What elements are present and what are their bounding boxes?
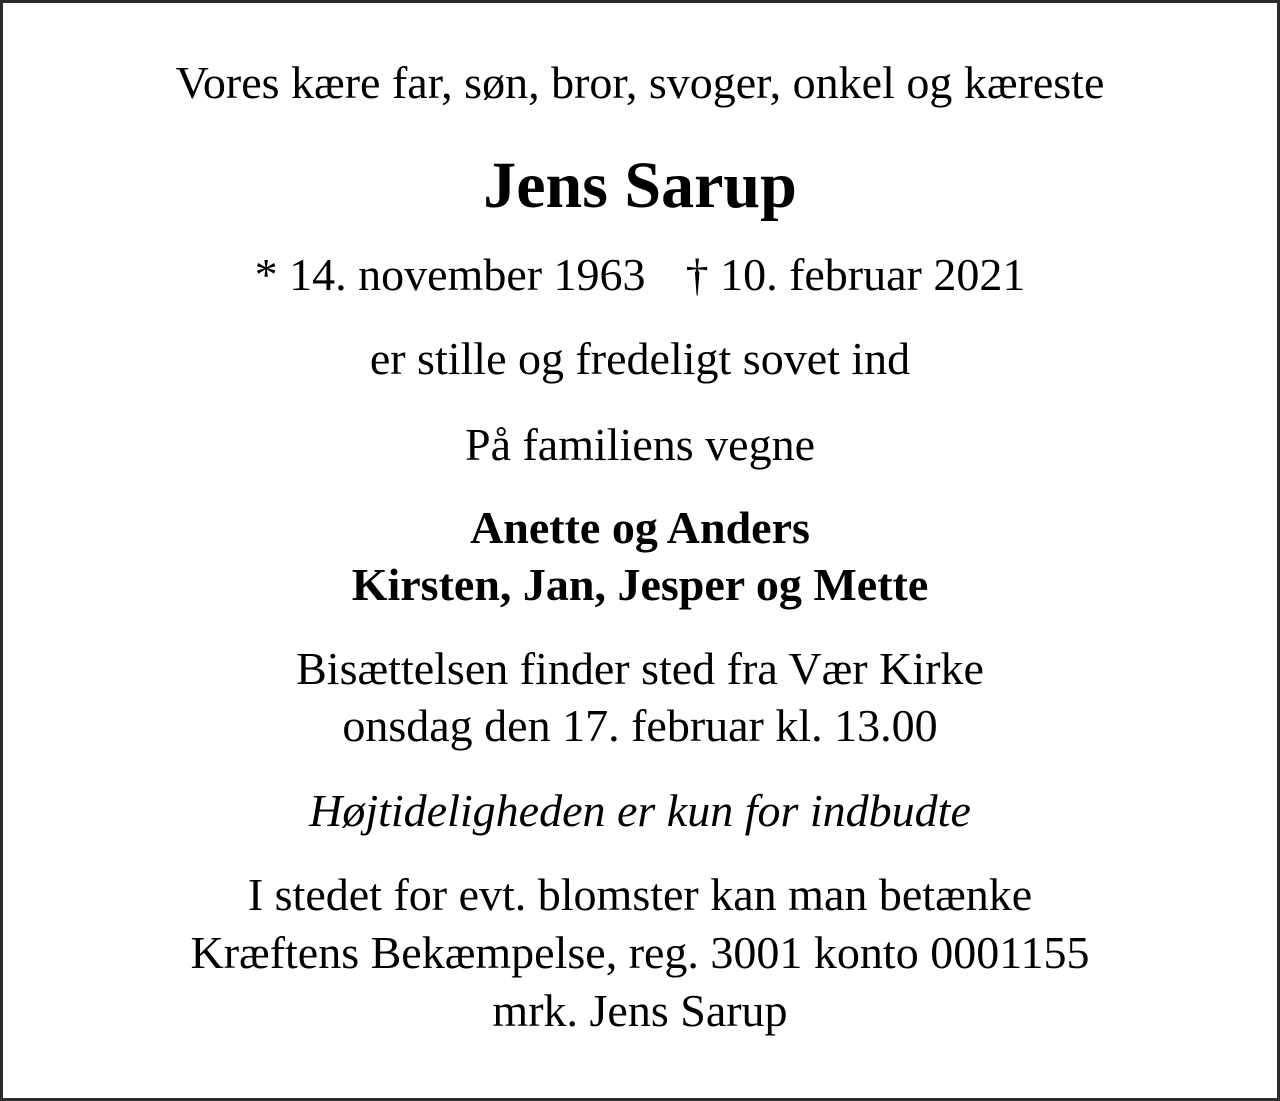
funeral-line-1: Bisættelsen finder sted fra Vær Kirke: [296, 643, 984, 694]
dates-line: [3, 247, 1277, 303]
intro-text: Vores kære far, søn, bror, svoger, onkel og kæreste: [175, 57, 1105, 108]
on-behalf-text: På familiens vegne: [464, 419, 815, 470]
family-line-1: Anette og Anders: [470, 502, 810, 553]
family-line-2: Kirsten, Jan, Jesper og Mette: [351, 559, 929, 610]
funeral-line-2: onsdag den 17. februar kl. 13.00: [342, 700, 938, 751]
death-date: † 10. februar 2021: [685, 249, 1026, 300]
donation-line-3: mrk. Jens Sarup: [492, 985, 788, 1036]
private-note: Højtideligheden er kun for indbudte: [309, 785, 971, 836]
birth-date: * 14. november 1963: [254, 249, 646, 300]
passed-text: er stille og fredeligt sovet ind: [369, 333, 911, 384]
deceased-name: Jens Sarup: [483, 149, 797, 222]
donation-line-1: I stedet for evt. blomster kan man betænke: [247, 869, 1033, 920]
donation-line-2: Kræftens Bekæmpelse, reg. 3001 konto 0001155: [190, 927, 1090, 978]
